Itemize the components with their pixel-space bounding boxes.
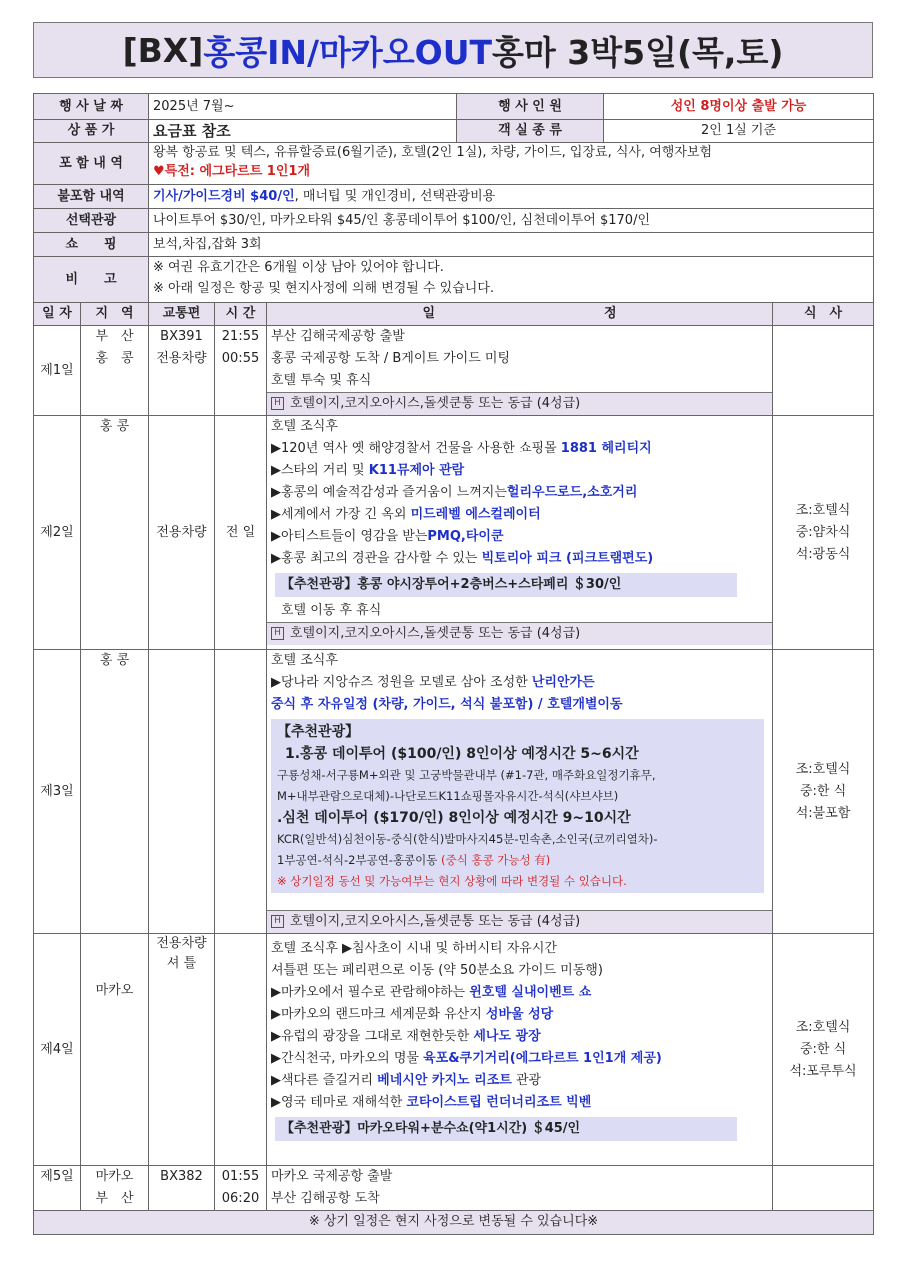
schedule-cell xyxy=(267,934,773,1166)
schedule-line: 셔틀편 또는 페리편으로 이동 (약 50분소요 가이드 미동행) xyxy=(271,963,603,978)
meal: 중:한 식 xyxy=(799,1041,847,1057)
meal: 중:한 식 xyxy=(799,783,847,799)
title-suffix: 홍마 3박5일(목,토) xyxy=(492,32,784,72)
table-row xyxy=(34,326,874,416)
region: 마카오 xyxy=(81,934,149,1166)
excluded-label: 불포함 내역 xyxy=(34,185,149,209)
transport: BX391 xyxy=(160,329,203,344)
hotel-line xyxy=(267,392,772,415)
transport: 전용차량 xyxy=(156,351,207,366)
title-route: 홍콩IN/마카오OUT xyxy=(203,32,493,72)
date-label: 행 사 날 짜 xyxy=(34,94,149,120)
day-label: 제4일 xyxy=(34,934,81,1166)
header-meals: 식 사 xyxy=(773,303,874,326)
hotel-text: 호텔이지,코지오아시스,돌셋쿤통 또는 동급 (4성급) xyxy=(290,626,581,641)
header-time: 시 간 xyxy=(215,303,267,326)
time: 01:55 xyxy=(221,1169,260,1184)
included-label: 포 함 내 역 xyxy=(34,143,149,185)
meal: 석:포루투식 xyxy=(789,1063,857,1079)
meal: 중:얌차식 xyxy=(795,524,851,540)
day-label: 제2일 xyxy=(34,416,81,650)
table-row xyxy=(34,934,874,1166)
header-region: 지 역 xyxy=(81,303,149,326)
meals-cell xyxy=(773,650,874,934)
page-title xyxy=(33,22,873,78)
day-label: 제5일 xyxy=(34,1166,81,1211)
schedule-line: ▶유럽의 광장을 그대로 재현한듯한 세나도 광장 xyxy=(271,1029,541,1044)
room-label: 객 실 종 류 xyxy=(457,120,604,143)
region: 마카오 xyxy=(95,1169,134,1184)
transport: 전용차량 xyxy=(156,936,207,951)
table-row xyxy=(34,416,874,650)
region: 부 산 xyxy=(95,1191,134,1206)
region: 홍 콩 xyxy=(95,351,134,366)
schedule-line: 홍콩 국제공항 도착 / B게이트 가이드 미팅 xyxy=(271,351,511,366)
schedule-line: ▶영국 테마로 재해석한 코타이스트립 런더너리조트 빅벤 xyxy=(271,1095,592,1110)
hotel-icon: H xyxy=(271,627,284,640)
schedule-cell xyxy=(267,326,773,416)
time: 00:55 xyxy=(221,351,260,366)
meal: 석:불포함 xyxy=(795,805,851,821)
excluded-rest: , 매너팁 및 개인경비, 선택관광비용 xyxy=(294,188,496,204)
recommended-tour: 【추천관광】마카오타워+분수쇼(약1시간) ＄45/인 xyxy=(275,1117,737,1141)
meals-cell xyxy=(773,934,874,1166)
header-schedule: 일 정 xyxy=(267,303,773,326)
rec-detail: 구룡성채-서구룡M+외관 및 고궁박물관내부 (#1-7관, 매주화요일정기휴무, xyxy=(277,768,656,782)
price-label: 상 품 가 xyxy=(34,120,149,143)
hotel-line xyxy=(267,622,772,645)
included-value xyxy=(149,143,874,185)
schedule-line: ▶아티스트들이 영감을 받는PMQ,타이쿤 xyxy=(271,529,504,544)
date-value: 2025년 7월~ xyxy=(149,94,457,120)
schedule-line: 부산 김해국제공항 출발 xyxy=(271,329,405,344)
schedule-line: 부산 김해공항 도착 xyxy=(271,1191,380,1206)
recommended-tour-box xyxy=(271,719,764,893)
header-transport: 교통편 xyxy=(149,303,215,326)
day-label: 제1일 xyxy=(34,326,81,416)
schedule-line: ▶간식천국, 마카오의 명물 육포&쿠기거리(에그타르트 1인1개 제공) xyxy=(271,1051,662,1066)
rec-title: 【추천관광】 xyxy=(277,724,360,740)
schedule-line: ▶마카오의 랜드마크 세계문화 유산지 성바울 성당 xyxy=(271,1007,554,1022)
time: 06:20 xyxy=(221,1191,260,1206)
transport: 전용차량 xyxy=(149,416,215,650)
rec-note: ※ 상기일정 동선 및 가능여부는 현지 상황에 따라 변경될 수 있습니다. xyxy=(277,874,627,888)
hotel-icon: H xyxy=(271,397,284,410)
rec-detail: M+내부관람으로대체)-나단로드K11쇼핑몰자유시간-석식(샤브샤브) xyxy=(277,789,619,803)
table-row xyxy=(34,650,874,934)
remark-line: ※ 아래 일정은 항공 및 현지사정에 의해 변경될 수 있습니다. xyxy=(153,281,495,296)
remarks-label: 비 고 xyxy=(34,257,149,303)
rec-detail: 1부공연-석식-2부공연-홍콩이동 (중식 홍콩 가능성 有) xyxy=(277,853,551,867)
remarks-value xyxy=(149,257,874,303)
schedule-cell xyxy=(267,650,773,934)
included-line: 왕복 항공료 및 텍스, 유류할증료(6월기준), 호텔(2인 1실), 차량, 가이드, 입장료, 식사, 여행자보험 xyxy=(153,145,713,160)
transport: BX382 xyxy=(149,1166,215,1211)
included-benefit: ♥특전: 에그타르트 1인1개 xyxy=(153,164,311,179)
meal: 석:광동식 xyxy=(795,546,851,562)
rec-hk-day-tour: 1.홍콩 데이투어 ($100/인) 8인이상 예정시간 5~6시간 xyxy=(285,746,639,762)
people-label: 행 사 인 원 xyxy=(457,94,604,120)
time: 전 일 xyxy=(215,416,267,650)
excluded-guide-fee: 기사/가이드경비 $40/인 xyxy=(153,188,295,204)
meal: 조:호텔식 xyxy=(795,761,851,777)
meal: 조:호텔식 xyxy=(795,502,851,518)
meal: 조:호텔식 xyxy=(795,1019,851,1035)
schedule-line: ▶세계에서 가장 긴 옥외 미드레벨 에스컬레이터 xyxy=(271,507,541,522)
hotel-text: 호텔이지,코지오아시스,돌셋쿤통 또는 동급 (4성급) xyxy=(290,396,581,411)
shopping-label: 쇼 핑 xyxy=(34,233,149,257)
schedule-line: ▶홍콩의 예술적감성과 즐거움이 느껴지는헐리우드로드,소호거리 xyxy=(271,485,638,500)
itinerary-table xyxy=(33,93,874,1235)
schedule-line: ▶홍콩 최고의 경관을 감사할 수 있는 빅토리아 피크 (피크트램편도) xyxy=(271,551,654,566)
remark-line: ※ 여권 유효기간은 6개월 이상 남아 있어야 합니다. xyxy=(153,260,444,275)
rec-shenzhen-day-tour: .심천 데이투어 ($170/인) 8인이상 예정시간 9~10시간 xyxy=(277,810,631,826)
footer-note: ※ 상기 일정은 현지 사정으로 변동될 수 있습니다※ xyxy=(34,1211,874,1235)
room-value: 2인 1실 기준 xyxy=(604,120,874,143)
price-value: 요금표 참조 xyxy=(149,120,457,143)
schedule-line: ▶120년 역사 옛 해양경찰서 건물을 사용한 쇼핑몰 1881 헤리티지 xyxy=(271,441,652,456)
optional-tour-label: 선택관광 xyxy=(34,209,149,233)
shopping-value: 보석,차집,잡화 3회 xyxy=(149,233,874,257)
schedule-line: 호텔 조식후 ▶침사초이 시내 및 하버시티 자유시간 xyxy=(271,941,557,956)
recommended-tour: 【추천관광】홍콩 야시장투어+2층버스+스타페리 ＄30/인 xyxy=(275,573,737,597)
schedule-line: ▶색다른 즐길거리 베네시안 카지노 리조트 관광 xyxy=(271,1073,542,1088)
schedule-line: 호텔 조식후 xyxy=(271,419,338,434)
schedule-cell xyxy=(267,416,773,650)
table-row xyxy=(34,1166,874,1211)
schedule-cell xyxy=(267,1166,773,1211)
time: 21:55 xyxy=(221,329,260,344)
transport: 셔 틀 xyxy=(166,956,197,971)
hotel-icon: H xyxy=(271,915,284,928)
schedule-line: 호텔 이동 후 휴식 xyxy=(281,603,382,618)
schedule-line: 마카오 국제공항 출발 xyxy=(271,1169,393,1184)
hotel-text: 호텔이지,코지오아시스,돌셋쿤통 또는 동급 (4성급) xyxy=(290,914,581,929)
region: 홍 콩 xyxy=(81,416,149,650)
title-prefix: [BX] xyxy=(122,30,204,70)
schedule-line: ▶당나라 지앙슈즈 정원을 모델로 삼아 조성한 난리안가든 xyxy=(271,675,595,690)
rec-detail: KCR(일반석)심천이동-중식(한식)발마사지45분-민속촌,소인국(코끼리열차)- xyxy=(277,832,658,846)
region: 홍 콩 xyxy=(81,650,149,934)
schedule-line: 호텔 투숙 및 휴식 xyxy=(271,373,372,388)
meals-cell xyxy=(773,416,874,650)
schedule-line: 중식 후 자유일정 (차량, 가이드, 석식 불포함) / 호텔개별이동 xyxy=(271,697,623,712)
header-day: 일 자 xyxy=(34,303,81,326)
schedule-line: 호텔 조식후 xyxy=(271,653,338,668)
schedule-line: ▶마카오에서 필수로 관람해야하는 윈호텔 실내이벤트 쇼 xyxy=(271,985,592,1000)
excluded-value xyxy=(149,185,874,209)
optional-tour-value: 나이트투어 $30/인, 마카오타워 $45/인 홍콩데이투어 $100/인, 심천데이투어 $170/인 xyxy=(149,209,874,233)
region: 부 산 xyxy=(95,329,134,344)
day-label: 제3일 xyxy=(34,650,81,934)
schedule-line: ▶스타의 거리 및 K11뮤제아 관람 xyxy=(271,463,465,478)
hotel-line xyxy=(267,910,772,933)
people-value: 성인 8명이상 출발 가능 xyxy=(604,94,874,120)
